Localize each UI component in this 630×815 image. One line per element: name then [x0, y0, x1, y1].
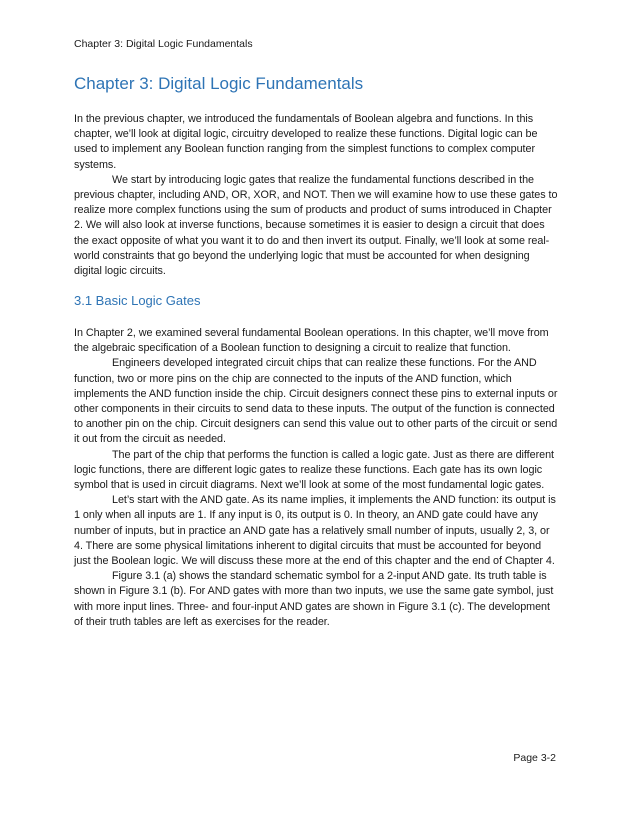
chapter-intro — [74, 112, 558, 279]
section-paragraph: In Chapter 2, we examined several fundamental Boolean operations. In this chapter, we’ll move from the algebraic specification of a Boolean function to designing a circuit to realize that function. — [74, 327, 549, 355]
intro-paragraph: We start by introducing logic gates that realize the fundamental functions described in the previous chapter, including AND, OR, XOR, and NOT. Then we will examine how to use these gates to realize more complex functions using the sum of products and product of sums introduced in Chapter 2. We will also look at inverse functions, because sometimes it is easier to design a circuit that does the exact opposite of what you want it to do and then invert its output. Finally, we’ll look at some real-world constraints that go beyond the underlying logic that must be accounted for when designing digital logic circuits. — [74, 173, 558, 278]
section-title: 3.1 Basic Logic Gates — [74, 293, 201, 308]
section-paragraph: Engineers developed integrated circuit chips that can realize these functions. For the AND function, two or more pins on the chip are connected to the inputs of the AND function, which implements the AND function inside the chip. Circuit designers connect these pins to external inputs or other components in their circuits to send data to these inputs. The output of the function is connected to another pin on the chip. Circuit designers can send this value out to other parts of the circuit or send it out from the circuit as needed. — [74, 357, 558, 446]
section-paragraph: Figure 3.1 (a) shows the standard schematic symbol for a 2-input AND gate. Its truth table is shown in Figure 3.1 (b). For AND gates with more than two inputs, we use the same gate symbol, just with more input lines. Three- and four-input AND gates are shown in Figure 3.1 (c). The development of their truth tables are left as exercises for the reader. — [74, 570, 554, 628]
section-paragraph: Let’s start with the AND gate. As its name implies, it implements the AND function: its output is 1 only when all inputs are 1. If any input is 0, its output is 0. In theory, an AND gate could have any number of inputs, but in practice an AND gate has a relatively small number of inputs, usually 2, 3, or 4. There are some physical limitations inherent to digital circuits that must be accounted for beyond just the Boolean logic. We will discuss these more at the end of this chapter and the end of Chapter 4. — [74, 494, 556, 568]
intro-paragraph: In the previous chapter, we introduced the fundamentals of Boolean algebra and functions. In this chapter, we’ll look at digital logic, circuitry developed to realize these functions. Digital logic can be used to implement any Boolean function ranging from the simplest functions to complex computer systems. — [74, 113, 538, 171]
page-number: Page 3-2 — [513, 752, 556, 764]
chapter-title: Chapter 3: Digital Logic Fundamentals — [74, 74, 364, 93]
section-paragraph: The part of the chip that performs the function is called a logic gate. Just as there are different logic functions, there are different logic gates to realize these functions. Each gate has its own logic symbol that is used in circuit diagrams. Next we’ll look at some of the most fundamental logic gates. — [74, 448, 554, 492]
section-body — [74, 326, 558, 630]
running-header: Chapter 3: Digital Logic Fundamentals — [74, 38, 253, 50]
